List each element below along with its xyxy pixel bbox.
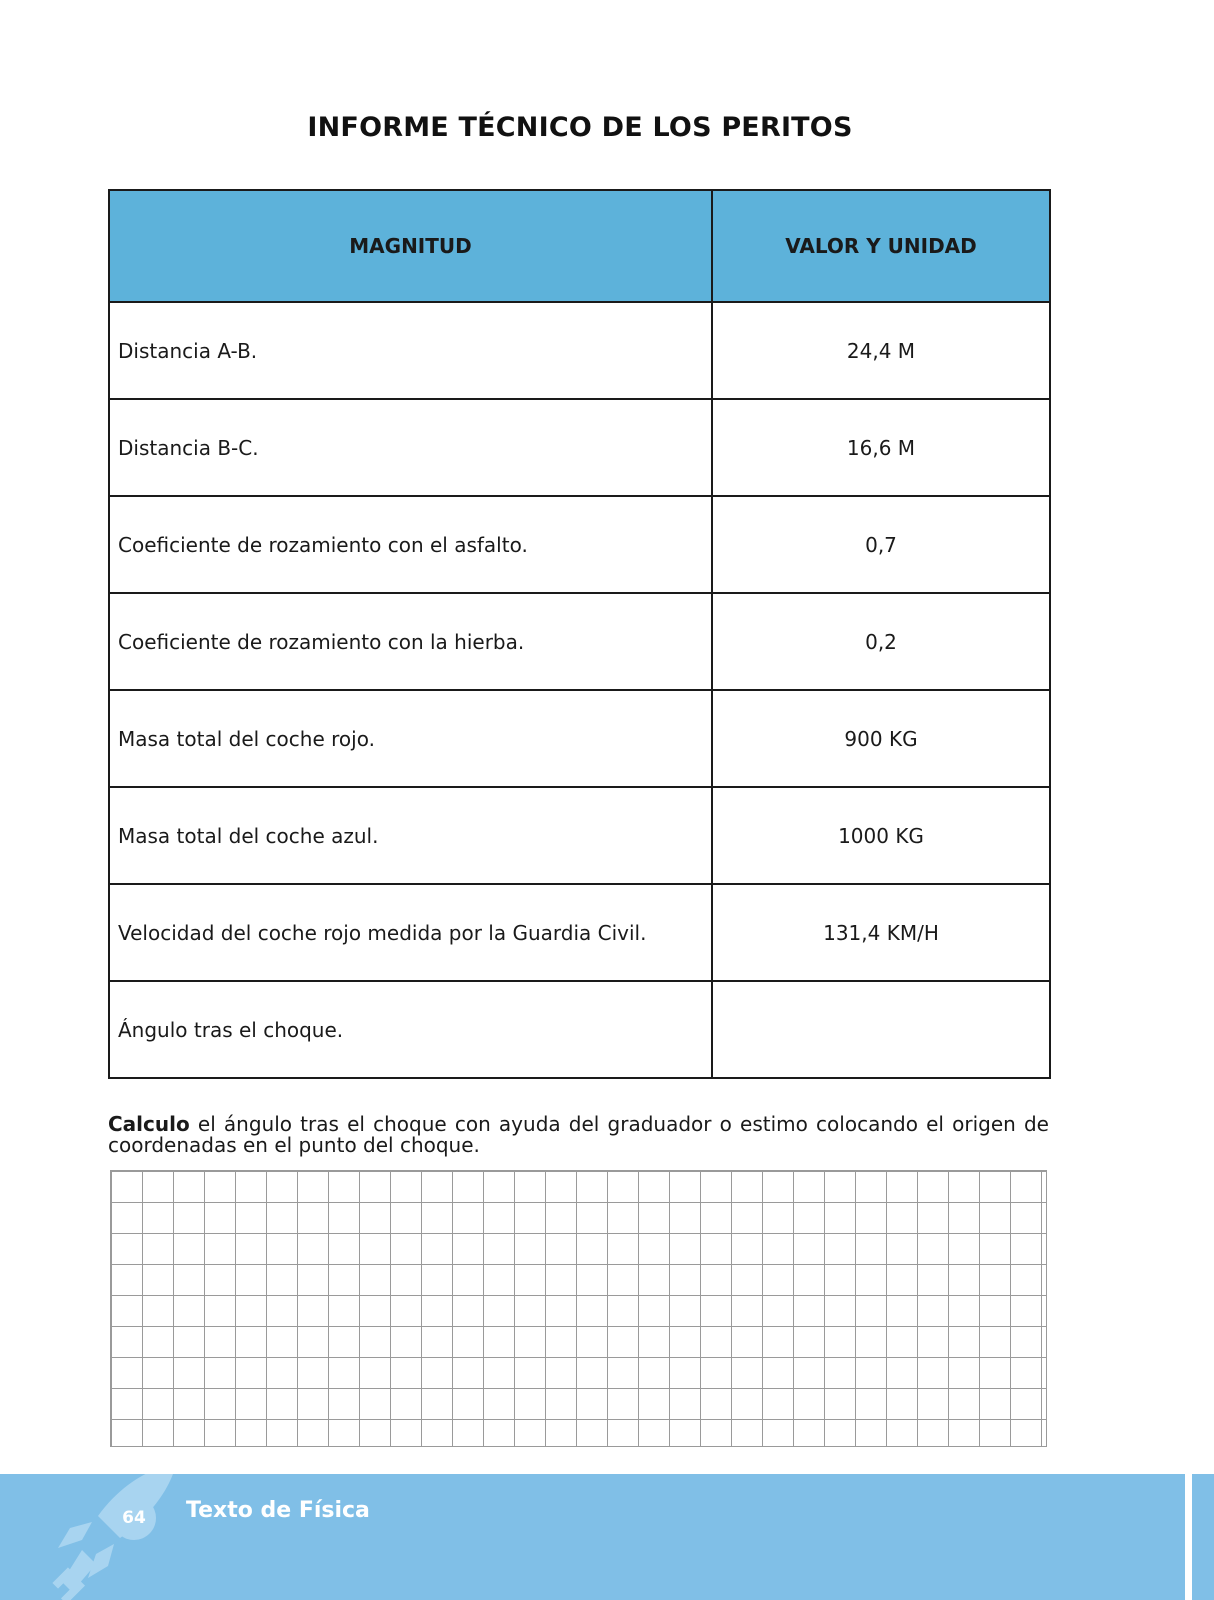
header-valor-unidad: VALOR Y UNIDAD	[712, 190, 1050, 302]
magnitud-cell: Masa total del coche rojo.	[109, 690, 712, 787]
table-row	[109, 399, 1050, 496]
table-row	[109, 302, 1050, 399]
answer-cell[interactable]	[712, 981, 1050, 1078]
valor-cell: 16,6 M	[712, 399, 1050, 496]
table-row	[109, 690, 1050, 787]
valor-cell: 1000 KG	[712, 787, 1050, 884]
magnitud-cell: Masa total del coche azul.	[109, 787, 712, 884]
valor-cell: 0,2	[712, 593, 1050, 690]
table-header-row	[109, 190, 1050, 302]
valor-cell: 24,4 M	[712, 302, 1050, 399]
magnitud-cell: Distancia B-C.	[109, 399, 712, 496]
magnitud-cell: Coeficiente de rozamiento con el asfalto.	[109, 496, 712, 593]
valor-cell: 0,7	[712, 496, 1050, 593]
magnitud-cell: Distancia A-B.	[109, 302, 712, 399]
graph-paper-grid[interactable]	[110, 1170, 1047, 1447]
page-number: 64	[112, 1496, 156, 1540]
table-row	[109, 884, 1050, 981]
magnitud-cell: Ángulo tras el choque.	[109, 981, 712, 1078]
header-magnitud: MAGNITUD	[109, 190, 712, 302]
footer-edge-stripe	[1185, 1474, 1192, 1600]
table-row	[109, 981, 1050, 1078]
instruction-bold-verb: Calculo	[108, 1112, 190, 1136]
valor-cell: 900 KG	[712, 690, 1050, 787]
technical-report-table	[108, 189, 1051, 1079]
instruction-text	[108, 1114, 1049, 1156]
page-title: INFORME TÉCNICO DE LOS PERITOS	[307, 112, 853, 143]
table-row	[109, 787, 1050, 884]
instruction-rest: el ángulo tras el choque con ayuda del graduador o estimo colocando el origen de coordenadas en el punto del choque.	[108, 1112, 1049, 1157]
table-row	[109, 593, 1050, 690]
valor-cell: 131,4 KM/H	[712, 884, 1050, 981]
magnitud-cell: Velocidad del coche rojo medida por la Guardia Civil.	[109, 884, 712, 981]
page-footer	[0, 1474, 1214, 1600]
book-title: Texto de Física	[186, 1498, 370, 1523]
table-row	[109, 496, 1050, 593]
magnitud-cell: Coeficiente de rozamiento con la hierba.	[109, 593, 712, 690]
